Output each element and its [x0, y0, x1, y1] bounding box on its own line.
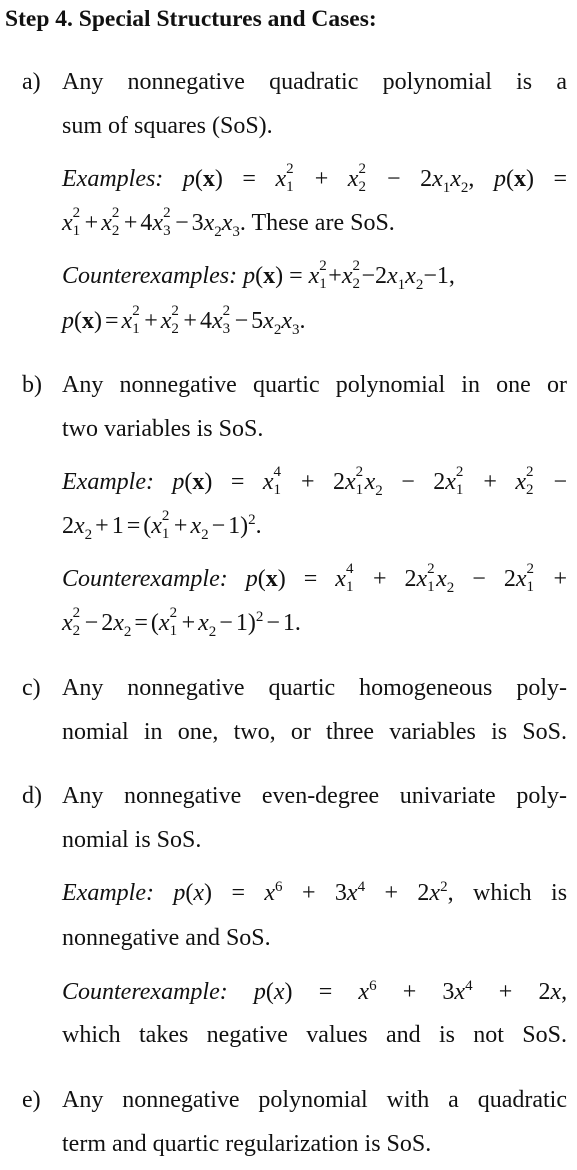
math-formula: p(x) [172, 469, 213, 495]
math-formula: x 4 1 [262, 464, 282, 498]
math-formula: 2x 2 1 [433, 464, 464, 498]
math-formula: + [300, 469, 315, 495]
math-formula: + [301, 880, 316, 906]
item-label-e: e) [22, 1087, 41, 1113]
math-formula: + [402, 979, 417, 1005]
math-formula: − [553, 469, 568, 495]
item-d-counter-line-1 [62, 980, 567, 1004]
math-formula: p(x) [245, 566, 286, 592]
math-formula: $2x^2$, [417, 879, 454, 906]
item-c-line-1: Any nonnegative quartic homogeneous poly- [62, 675, 567, 701]
math-formula: x 4 1 [335, 561, 354, 595]
item-d-example-line-1: Example: $p(x) = x^6 + 3x^4 + 2x^2$, which is [62, 879, 568, 906]
math-formula: + [384, 880, 399, 906]
item-d-line-1: Any nonnegative even-degree univariate poly- [62, 783, 567, 809]
math-formula: p(x) [182, 166, 223, 192]
item-e-line-2: term and quartic regularization is SoS. [62, 1131, 432, 1157]
item-b-example-line-2 [62, 508, 262, 543]
math-formula: p(x) [253, 979, 293, 1005]
math-formula: = [231, 880, 245, 906]
math-formula: p(x) = x 2 1 + x 2 2 + 4x 2 3 − $5x_2x_3$. [62, 303, 306, 338]
math-formula: + [314, 166, 329, 192]
item-b-counter-line-1 [62, 561, 568, 596]
item-a-line-1: Any nonnegative quadratic polynomial is a [62, 69, 567, 95]
item-label-b: b) [22, 372, 42, 398]
math-formula: = [230, 469, 245, 495]
math-formula: p(x) [173, 880, 213, 906]
item-d-counter-line-2: which takes negative values and is not SoS. [62, 1022, 567, 1048]
math-formula: $3x^4$ [442, 978, 473, 1005]
item-a-counter-line-2 [62, 303, 306, 338]
item-a-line-2: sum of squares (SoS). [62, 113, 273, 139]
math-formula: = [318, 979, 333, 1005]
math-formula: − [386, 166, 401, 192]
math-formula: + [498, 979, 513, 1005]
math-formula: x 2 2 [515, 464, 534, 498]
math-formula: = [242, 166, 256, 192]
item-label-d: d) [22, 783, 42, 809]
math-formula: $2x_2 + 1 = (x$ 2 1 + $x_2 - 1)^2$. [62, 508, 262, 543]
math-formula: $x^6$ [358, 978, 377, 1005]
math-formula: = [553, 166, 568, 192]
item-b-example-line-1 [62, 464, 568, 499]
item-b-counter-line-2 [62, 605, 301, 640]
math-formula: − [472, 566, 486, 592]
math-formula: $3x^4$ [334, 879, 366, 906]
math-formula: p(x) = x 2 1 +x 2 2 $-2x_1x_2-1$, [243, 258, 455, 293]
math-formula: x 2 1 + x 2 2 + 4x 2 3 − $3x_2x_3$. [62, 205, 246, 240]
example-label: Example: [62, 880, 154, 906]
item-a-example-line-1 [62, 161, 568, 196]
counterexample-label: Counterexample: [62, 566, 228, 592]
math-formula: − [401, 469, 415, 495]
item-d-line-2: nomial is SoS. [62, 827, 202, 853]
example-label: Examples: [62, 166, 164, 192]
counterexample-label: Counterexamples: [62, 263, 238, 289]
math-formula: $x^6$ [264, 879, 283, 906]
math-formula: x 2 1 [275, 161, 294, 195]
math-formula: 2x, [538, 979, 568, 1005]
math-formula: 2x 2 1 $x_2$ [404, 561, 455, 596]
math-formula: + [483, 469, 497, 495]
item-a-counter-line-1 [62, 258, 455, 293]
math-formula: x 2 2 − $2x_2 = (x$ 2 1 + $x_2 - 1)^2 - 1$. [62, 605, 301, 640]
section-heading: Step 4. Special Structures and Cases: [5, 6, 377, 32]
math-formula: 2x 2 1 [503, 561, 534, 595]
item-c-line-2: nomial in one, two, or three variables is SoS. [62, 719, 567, 745]
counterexample-label: Counterexample: [62, 979, 228, 1005]
item-d-example-line-2: nonnegative and SoS. [62, 925, 271, 951]
math-formula: $2x_1x_2$, [420, 166, 475, 196]
item-e-line-1: Any nonnegative polynomial with a quadratic [62, 1087, 567, 1113]
math-formula: p(x) [493, 166, 534, 192]
math-formula: + [372, 566, 387, 592]
item-b-line-2: two variables is SoS. [62, 416, 264, 442]
math-formula: + [553, 566, 568, 592]
example-label: Example: [62, 469, 154, 495]
item-label-c: c) [22, 675, 41, 701]
math-formula: = [303, 566, 318, 592]
item-label-a: a) [22, 69, 41, 95]
math-formula: x 2 2 [347, 161, 366, 195]
math-formula: 2x 2 1 $x_2$ [332, 464, 383, 499]
item-a-example-line-2: x 2 1 + x 2 2 + 4x 2 3 − $3x_2x_3$. These are SoS. [62, 205, 395, 240]
item-b-line-1: Any nonnegative quartic polynomial in one or [62, 372, 567, 398]
